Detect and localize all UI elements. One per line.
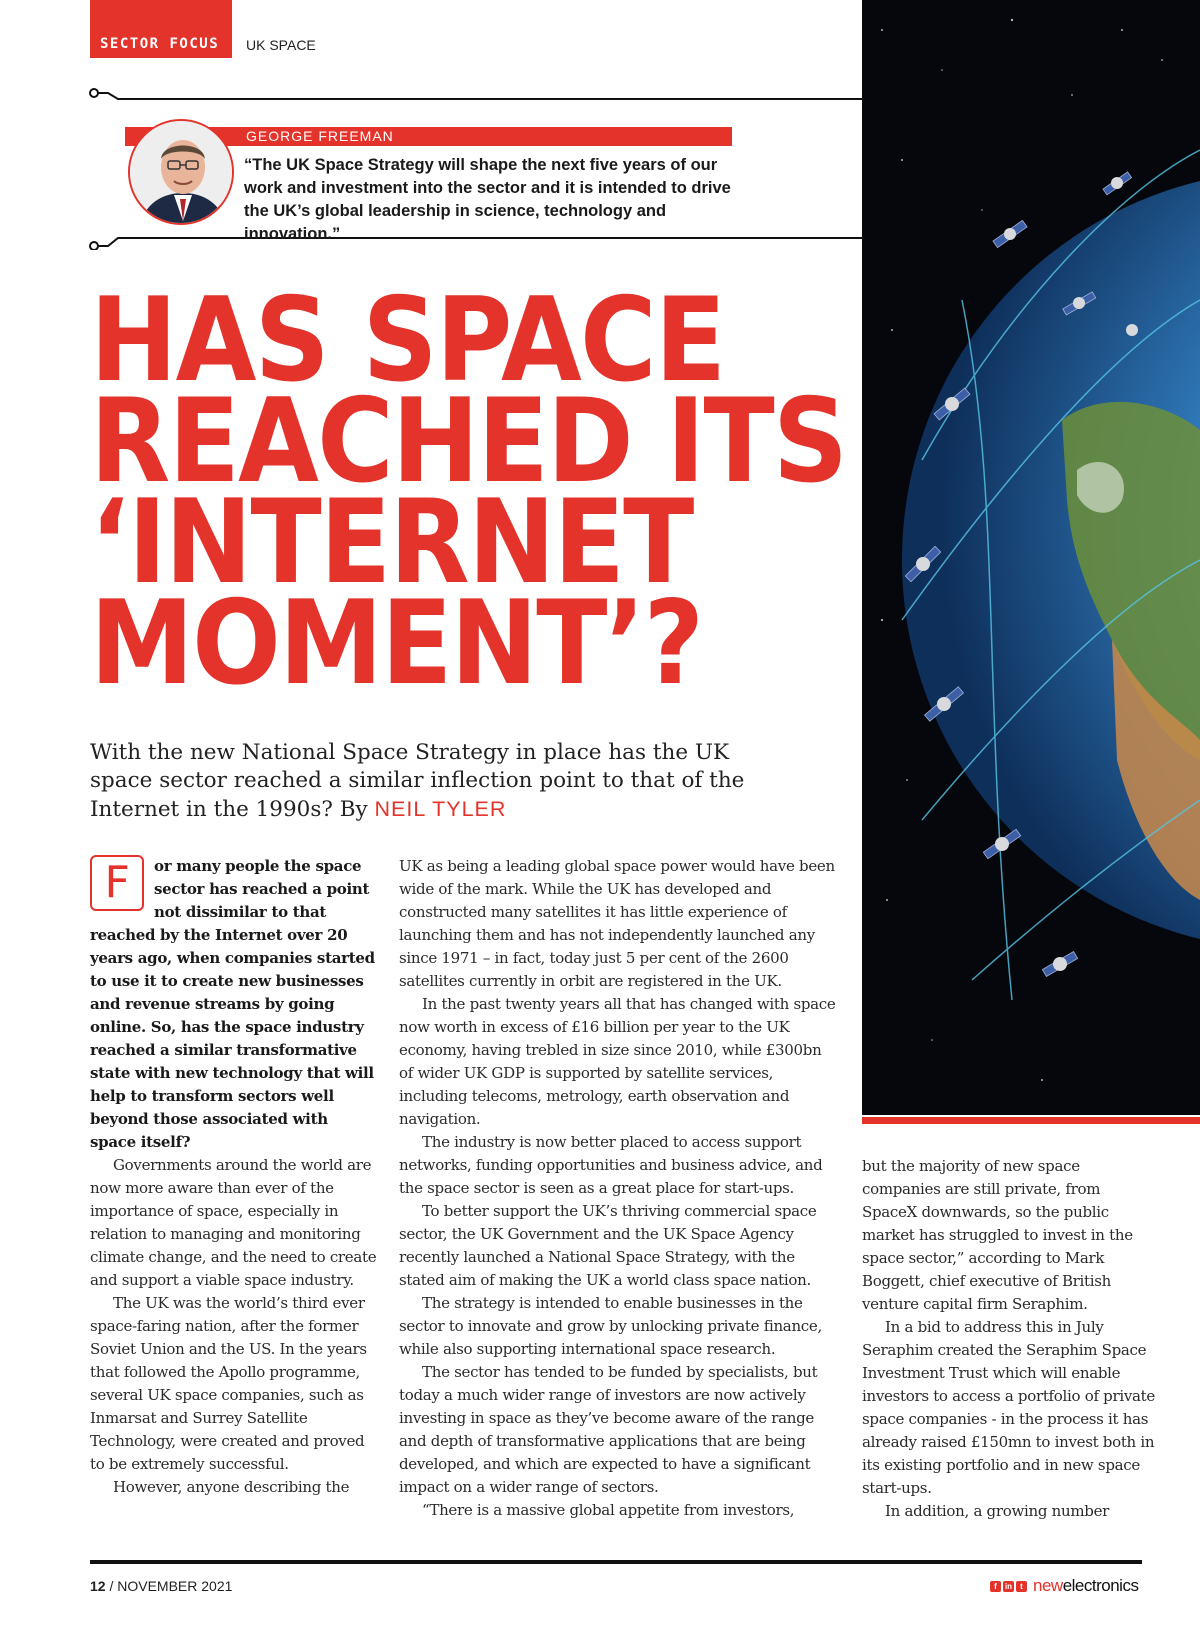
body-paragraph: In addition, a growing number [885, 1502, 1110, 1520]
facebook-icon[interactable]: f [990, 1581, 1001, 1592]
twitter-icon[interactable]: t [1016, 1581, 1027, 1592]
headline-line-4: MOMENT’? [90, 576, 703, 711]
page-folio [90, 1578, 232, 1594]
body-paragraph: “There is a massive global appetite from investors, [422, 1501, 795, 1519]
drop-cap: F [90, 855, 144, 911]
brand-prefix: new [1033, 1576, 1063, 1595]
body-column-1 [90, 855, 377, 1499]
body-paragraph: The strategy is intended to enable businesses in the sector to innovate and grow by unlocking private finance, while also supporting international space research. [399, 1294, 822, 1358]
page-number: 12 [90, 1578, 106, 1594]
standfirst [90, 739, 770, 824]
headline-line-3: ‘INTERNET [90, 475, 693, 610]
section-name: UK SPACE [246, 37, 316, 53]
image-bottom-rule [862, 1117, 1200, 1124]
social-icons [990, 1581, 1027, 1592]
quote-attribution: GEORGE FREEMAN [246, 128, 394, 144]
body-paragraph: However, anyone describing the [113, 1478, 350, 1496]
body-paragraph: but the majority of new space companies are still private, from SpaceX downwards, so the public market has struggled to invest in the space sector,” according to Mark Boggett, chief executive of British venture capital firm Seraphim. [862, 1157, 1133, 1313]
body-paragraph: In a bid to address this in July Seraphim created the Seraphim Space Investment Trust which will enable investors to access a portfolio of private space companies - in the process it has already raised £150mn to invest both in its existing portfolio and in new space start-ups. [862, 1318, 1155, 1497]
body-column-2 [399, 855, 836, 1522]
article-headline [90, 273, 847, 711]
body-paragraph: The industry is now better placed to access support networks, funding opportunities and business advice, and the space sector is seen as a great place for start-ups. [399, 1133, 823, 1197]
brand-suffix: electronics [1062, 1576, 1139, 1595]
headline-line-2: REACHED ITS [90, 374, 847, 509]
body-paragraph: To better support the UK’s thriving commercial space sector, the UK Government and the UK Space Agency recently launched a National Space Strategy, with the stated aim of making the UK a world class space nation. [399, 1202, 817, 1289]
pull-quote-text: “The UK Space Strategy will shape the next five years of our work and investment into the sector and it is intended to drive the UK’s global leadership in science, technology and innovation.” [244, 156, 731, 243]
brand-logo [1033, 1576, 1138, 1596]
footer-rule [90, 1560, 1142, 1564]
satellite-earth-image [862, 0, 1200, 1115]
top-connector-line [88, 87, 864, 101]
linkedin-icon[interactable]: in [1004, 1582, 1013, 1591]
george-freeman-portrait [128, 119, 234, 225]
standfirst-text: With the new National Space Strategy in place has the UK space sector reached a similar inflection point to that of the Internet in the 1990s? By [90, 740, 745, 822]
body-paragraph: UK as being a leading global space power would have been wide of the mark. While the UK has developed and constructed many satellites it has little experience of launching them and has not independently launched any since 1971 – in fact, today just 5 per cent of the 2600 satellites currently in orbit are registered in the UK. [399, 857, 835, 990]
body-paragraph: The UK was the world’s third ever space-faring nation, after the former Soviet Union and the US. In the years that followed the Apollo programme, several UK space companies, such as Inmarsat and Surrey Satellite Technology, were created and proved to be extremely successful. [90, 1294, 367, 1473]
sector-focus-tag [90, 0, 232, 58]
body-column-3 [862, 1155, 1159, 1523]
issue-date: / NOVEMBER 2021 [105, 1578, 233, 1594]
lead-paragraph: or many people the space sector has reached a point not dissimilar to that reached by the Internet over 20 years ago, when companies started to use it to create new businesses and revenue streams by going online. So, has the space industry reached a similar transformative state with new technology that will help to transform sectors well beyond those associated with space itself? [90, 857, 375, 1151]
author-byline: NEIL TYLER [374, 797, 507, 821]
body-paragraph: The sector has tended to be funded by specialists, but today a much wider range of investors are now actively investing in space as they’ve become aware of the range and depth of transformative applications that are being developed, and which are expected to have a significant impact on a wider range of sectors. [399, 1363, 818, 1496]
body-paragraph: In the past twenty years all that has changed with space now worth in excess of £16 billion per year to the UK economy, having trebled in size since 2010, while £300bn of wider UK GDP is supported by satellite services, including telecoms, metrology, earth observation and navigation. [399, 995, 836, 1128]
sector-focus-label: SECTOR FOCUS [100, 36, 220, 52]
body-paragraph: Governments around the world are now more aware than ever of the importance of space, especially in relation to managing and monitoring climate change, and the need to create and support a viable space industry. [90, 1156, 377, 1289]
headline-line-1: HAS SPACE [90, 273, 725, 408]
